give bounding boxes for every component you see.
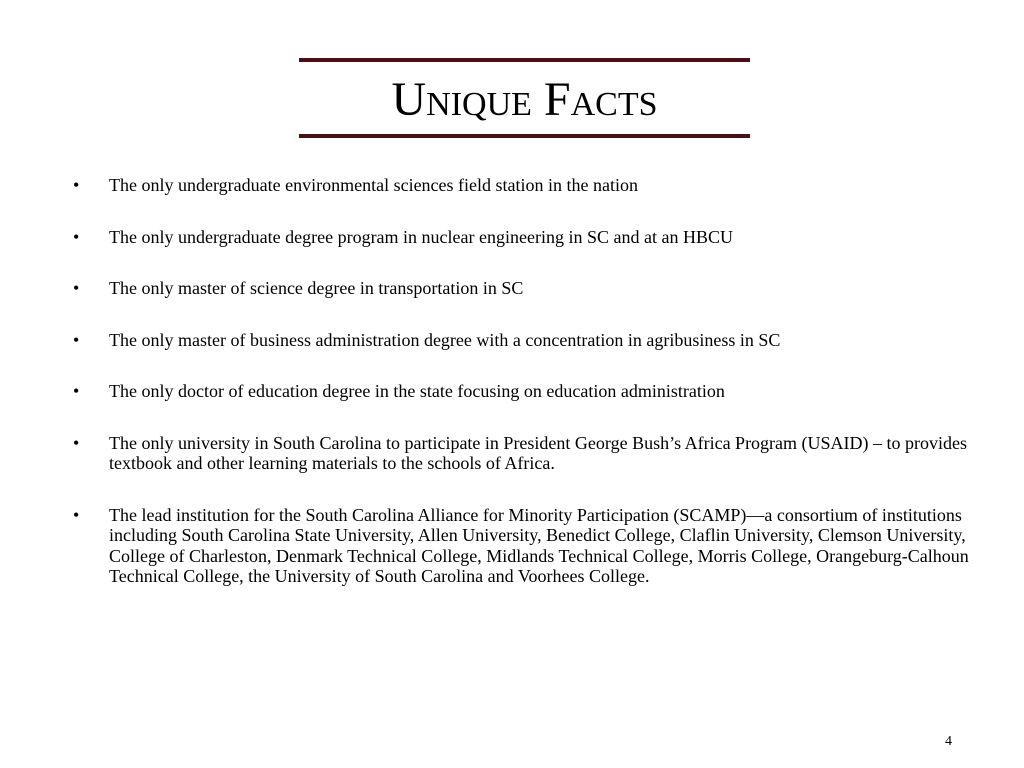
bullet-text: The only undergraduate degree program in nuclear engineering in SC and at an HBCU (109, 226, 733, 247)
bullet-icon: • (73, 175, 80, 195)
bullet-text: The only doctor of education degree in the state focusing on education administration (109, 381, 725, 401)
bullet-icon: • (73, 432, 80, 453)
bullet-item (73, 227, 973, 248)
bullet-icon: • (73, 226, 80, 247)
bullet-icon: • (73, 504, 80, 525)
bullet-list (73, 175, 973, 618)
bullet-icon: • (73, 278, 80, 298)
bullet-text: The lead institution for the South Carolina Alliance for Minority Participation (SCAMP)—a consortium of institutions including South Carolina State University, Allen University, Benedict College, Claflin University, Clemson University, College of Charleston, Denmark Technical College, Midlands Technical College, Morris College, Orangeburg-Calhoun Technical College, the University of South Carolina and Voorhees College. (109, 504, 969, 586)
bullet-icon: • (73, 381, 80, 401)
bullet-text: The only master of business administration degree with a concentration in agribusiness in SC (109, 329, 781, 350)
bullet-item (73, 278, 973, 299)
bullet-text: The only university in South Carolina to participate in President George Bush’s Africa Program (USAID) – to provides textbook and other learning materials to the schools of Africa. (109, 432, 968, 473)
title-rule-top (299, 58, 750, 62)
bullet-text: The only master of science degree in transportation in SC (109, 278, 524, 298)
page-number: 4 (945, 734, 952, 749)
bullet-item (73, 433, 973, 474)
bullet-item (73, 505, 973, 587)
bullet-item (73, 381, 973, 402)
bullet-item (73, 330, 973, 351)
bullet-icon: • (73, 329, 80, 350)
title-rule-bottom (299, 134, 750, 138)
bullet-item (73, 175, 973, 196)
slide-title: Unique Facts (391, 73, 658, 126)
bullet-text: The only undergraduate environmental sciences field station in the nation (109, 175, 639, 195)
